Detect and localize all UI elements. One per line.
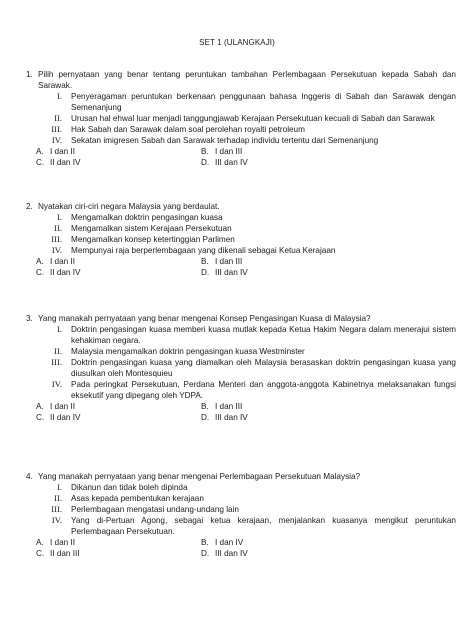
answer-options xyxy=(36,146,456,168)
answer-option-b[interactable] xyxy=(201,146,366,157)
statement-text: Hak Sabah dan Sarawak dalam soal perolehan royalti petroleum xyxy=(71,125,305,134)
roman-numeral: III. xyxy=(51,234,62,244)
answer-option-b[interactable] xyxy=(201,537,366,548)
statement-item xyxy=(26,482,456,493)
option-text: II dan IV xyxy=(50,268,81,277)
option-text: II dan IV xyxy=(50,413,81,422)
option-label: C. xyxy=(36,268,45,277)
statement-text: Sekatan imigresen Sabah dan Sarawak terhadap individu tertentu dari Semenanjung xyxy=(71,136,379,145)
option-text: III dan IV xyxy=(215,413,248,422)
statement-item xyxy=(26,245,456,256)
answer-option-d[interactable] xyxy=(201,548,366,559)
statement-text: Yang di-Pertuan Agong, sebagai ketua kerajaan, menjalankan kuasanya mengikut peruntukan Perlembagaan Persekutuan. xyxy=(71,516,456,536)
question-text: Pilih pernyataan yang benar tentang peruntukan tambahan Perlembagaan Persekutuan kepada Sabah dan Sarawak. xyxy=(38,70,456,90)
statement-text: Pada peringkat Persekutuan, Perdana Menteri dan anggota-anggota Kabinetnya melaksanakan fungsi eksekutif yang dipegang oleh YDPA. xyxy=(71,380,456,400)
answer-option-d[interactable] xyxy=(201,267,366,278)
option-label: A. xyxy=(36,257,44,266)
statement-item xyxy=(26,212,456,223)
option-label: B. xyxy=(201,538,209,547)
option-text: III dan IV xyxy=(215,549,248,558)
roman-numeral: III. xyxy=(51,504,62,514)
answer-option-b[interactable] xyxy=(201,401,366,412)
statement-item xyxy=(26,135,456,146)
answer-option-c[interactable] xyxy=(36,267,201,278)
option-label: C. xyxy=(36,549,45,558)
statement-text: Dikanun dan tidak boleh dipinda xyxy=(71,483,188,492)
roman-numeral: I. xyxy=(56,91,62,101)
question-4 xyxy=(26,471,456,559)
question-number: 3. xyxy=(26,314,33,323)
option-label: A. xyxy=(36,402,44,411)
option-text: II dan III xyxy=(50,549,80,558)
roman-numeral: III. xyxy=(51,357,62,367)
question-stem xyxy=(26,69,456,91)
statement-list xyxy=(26,482,456,537)
statement-item xyxy=(26,234,456,245)
answer-option-b[interactable] xyxy=(201,256,366,267)
statement-text: Doktrin pengasingan kuasa yang diamalkan oleh Malaysia berasaskan doktrin pengasingan kuasa yang diusulkan oleh Montesquieu xyxy=(71,358,456,378)
question-text: Nyatakan ciri-ciri negara Malaysia yang berdaulat. xyxy=(38,202,220,211)
statement-item xyxy=(26,493,456,504)
answer-option-c[interactable] xyxy=(36,412,201,423)
option-label: D. xyxy=(201,549,210,558)
question-stem xyxy=(26,201,456,212)
roman-numeral: IV. xyxy=(51,135,62,145)
option-text: I dan II xyxy=(50,147,76,156)
question-number: 4. xyxy=(26,472,33,481)
answer-option-c[interactable] xyxy=(36,548,201,559)
statement-list xyxy=(26,212,456,256)
option-label: D. xyxy=(201,413,210,422)
option-label: A. xyxy=(36,538,44,547)
roman-numeral: II. xyxy=(54,113,62,123)
roman-numeral: I. xyxy=(56,212,62,222)
option-label: D. xyxy=(201,158,210,167)
statement-text: Mengamalkan doktrin pengasingan kuasa xyxy=(71,213,223,222)
statement-item xyxy=(26,124,456,135)
statement-item xyxy=(26,357,456,379)
option-label: B. xyxy=(201,402,209,411)
roman-numeral: I. xyxy=(56,324,62,334)
option-text: I dan II xyxy=(50,257,76,266)
statement-item xyxy=(26,223,456,234)
question-number: 2. xyxy=(26,202,33,211)
roman-numeral: II. xyxy=(54,346,62,356)
question-text: Yang manakah pernyataan yang benar mengenai Konsep Pengasingan Kuasa di Malaysia? xyxy=(38,314,371,323)
option-text: I dan II xyxy=(50,402,76,411)
statement-item xyxy=(26,515,456,537)
option-text: I dan III xyxy=(215,257,243,266)
option-label: B. xyxy=(201,257,209,266)
question-stem xyxy=(26,471,456,482)
statement-text: Asas kepada pembentukan kerajaan xyxy=(71,494,204,503)
option-text: II dan IV xyxy=(50,158,81,167)
roman-numeral: IV. xyxy=(51,245,62,255)
answer-options xyxy=(36,537,456,559)
statement-text: Perlembagaan mengatasi undang-undang lain xyxy=(71,505,239,514)
answer-option-a[interactable] xyxy=(36,401,201,412)
option-text: I dan II xyxy=(50,538,76,547)
roman-numeral: II. xyxy=(54,493,62,503)
statement-item xyxy=(26,379,456,401)
answer-options xyxy=(36,256,456,278)
option-text: III dan IV xyxy=(215,268,248,277)
question-stem xyxy=(26,313,456,324)
option-text: III dan IV xyxy=(215,158,248,167)
option-label: D. xyxy=(201,268,210,277)
question-1 xyxy=(26,69,456,168)
answer-options xyxy=(36,401,456,423)
page-title: SET 1 (ULANGKAJI) xyxy=(199,38,275,47)
option-label: B. xyxy=(201,147,209,156)
statement-item xyxy=(26,113,456,124)
statement-item xyxy=(26,346,456,357)
roman-numeral: IV. xyxy=(51,515,62,525)
statement-text: Malaysia mengamalkan doktrin pengasingan kuasa Westminster xyxy=(71,347,305,356)
statement-item xyxy=(26,91,456,113)
answer-option-a[interactable] xyxy=(36,146,201,157)
roman-numeral: I. xyxy=(56,482,62,492)
option-label: A. xyxy=(36,147,44,156)
question-number: 1. xyxy=(26,70,33,79)
statement-text: Penyeragaman peruntukan berkenaan penggunaan bahasa Inggeris di Sabah dan Sarawak dengan Semenanjung xyxy=(71,92,456,112)
statement-item xyxy=(26,324,456,346)
statement-text: Mengamalkan konsep ketertinggian Parlimen xyxy=(71,235,235,244)
statement-text: Mempunyai raja berperlembagaan yang dikenali sebagai Ketua Kerajaan xyxy=(71,246,336,255)
answer-option-d[interactable] xyxy=(201,157,366,168)
question-2 xyxy=(26,201,456,278)
statement-text: Urusan hal ehwal luar menjadi tanggungjawab Kerajaan Persekutuan kecuali di Sabah dan Sarawak xyxy=(71,114,435,123)
answer-option-d[interactable] xyxy=(201,412,366,423)
statement-list xyxy=(26,91,456,146)
statement-text: Mengamalkan sistem Kerajaan Persekutuan xyxy=(71,224,232,233)
statement-list xyxy=(26,324,456,401)
answer-option-c[interactable] xyxy=(36,157,201,168)
roman-numeral: II. xyxy=(54,223,62,233)
question-text: Yang manakah pernyataan yang benar mengenai Perlembagaan Persekutuan Malaysia? xyxy=(38,472,361,481)
option-text: I dan IV xyxy=(215,538,244,547)
answer-option-a[interactable] xyxy=(36,537,201,548)
option-label: C. xyxy=(36,413,45,422)
answer-option-a[interactable] xyxy=(36,256,201,267)
option-text: I dan III xyxy=(215,402,243,411)
option-label: C. xyxy=(36,158,45,167)
statement-item xyxy=(26,504,456,515)
question-3 xyxy=(26,313,456,423)
option-text: I dan III xyxy=(215,147,243,156)
roman-numeral: IV. xyxy=(51,379,62,389)
roman-numeral: III. xyxy=(51,124,62,134)
statement-text: Doktrin pengasingan kuasa memberi kuasa mutlak kepada Ketua Hakim Negara dalam menerajui sistem kehakiman negara. xyxy=(71,325,456,345)
